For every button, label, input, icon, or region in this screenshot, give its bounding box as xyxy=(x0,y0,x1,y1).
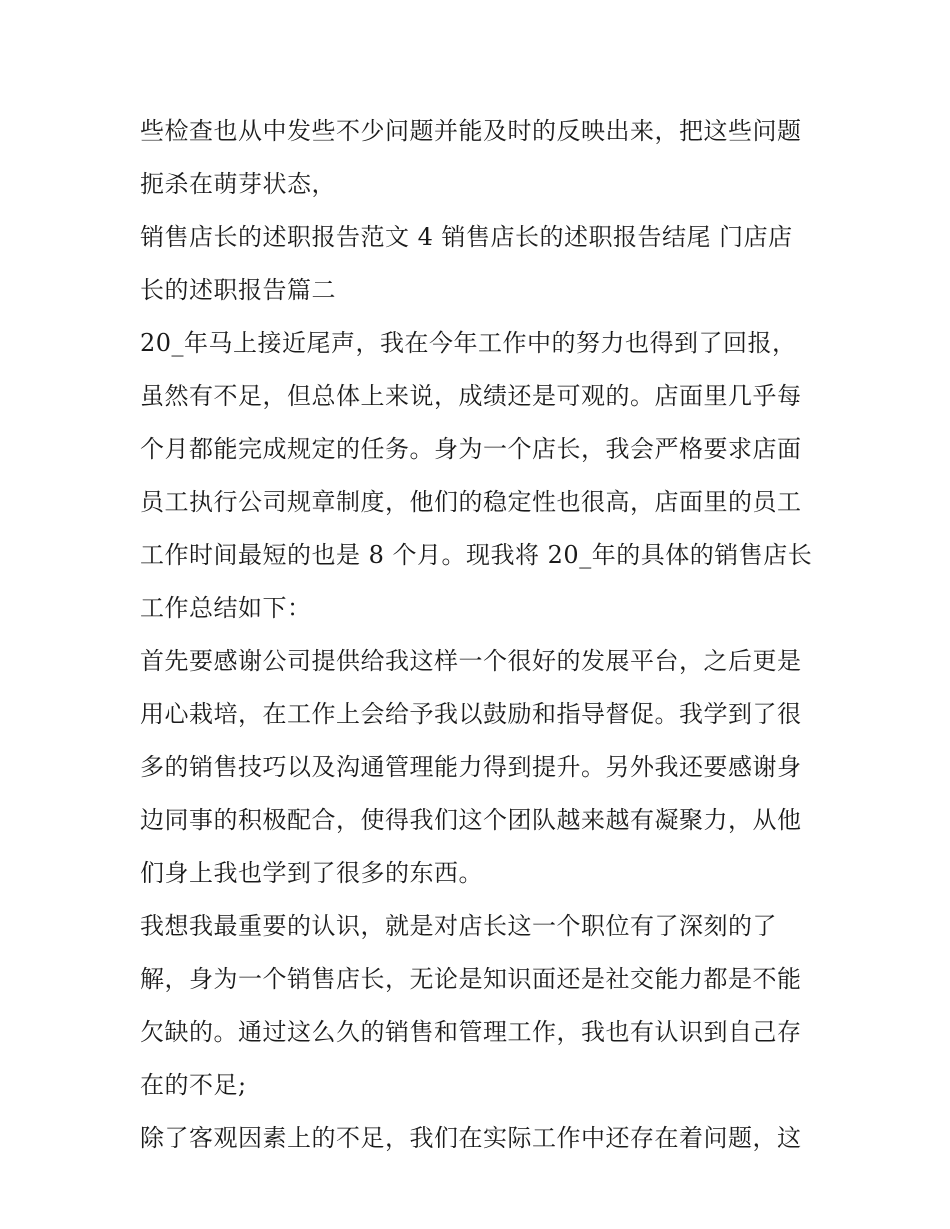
text-line: 解，身为一个销售店长，无论是知识面还是社交能力都是不能 xyxy=(140,965,802,993)
text-line: 员工执行公司规章制度，他们的稳定性也很高，店面里的员工 xyxy=(140,488,802,516)
document-body xyxy=(140,105,812,1165)
text-line: 边同事的积极配合，使得我们这个团队越来越有凝聚力，从他 xyxy=(140,806,802,834)
text-line: 们身上我也学到了很多的东西。 xyxy=(140,859,483,887)
text-line: 扼杀在萌芽状态， xyxy=(140,170,336,198)
text-line: 工作时间最短的也是 8 个月。现我将 20_年的具体的销售店长 xyxy=(140,541,813,569)
text-line: 20_年马上接近尾声，我在今年工作中的努力也得到了回报， xyxy=(140,329,797,357)
text-line: 用心栽培，在工作上会给予我以鼓励和指导督促。我学到了很 xyxy=(140,700,802,728)
text-line: 在的不足; xyxy=(140,1071,247,1099)
text-line: 除了客观因素上的不足，我们在实际工作中还存在着问题，这 xyxy=(140,1124,802,1152)
text-line: 我想我最重要的认识，就是对店长这一个职位有了深刻的了 xyxy=(140,912,777,940)
text-line: 多的销售技巧以及沟通管理能力得到提升。另外我还要感谢身 xyxy=(140,753,802,781)
text-line: 欠缺的。通过这么久的销售和管理工作，我也有认识到自己存 xyxy=(140,1018,802,1046)
text-line: 销售店长的述职报告范文 4 销售店长的述职报告结尾 门店店 xyxy=(140,223,793,251)
text-line: 首先要感谢公司提供给我这样一个很好的发展平台，之后更是 xyxy=(140,647,802,675)
text-line: 虽然有不足，但总体上来说，成绩还是可观的。店面里几乎每 xyxy=(140,382,802,410)
text-line: 个月都能完成规定的任务。身为一个店长，我会严格要求店面 xyxy=(140,435,802,463)
text-line: 工作总结如下： xyxy=(140,594,312,622)
text-line: 些检查也从中发些不少问题并能及时的反映出来，把这些问题 xyxy=(140,117,802,145)
text-line: 长的述职报告篇二 xyxy=(140,276,336,304)
